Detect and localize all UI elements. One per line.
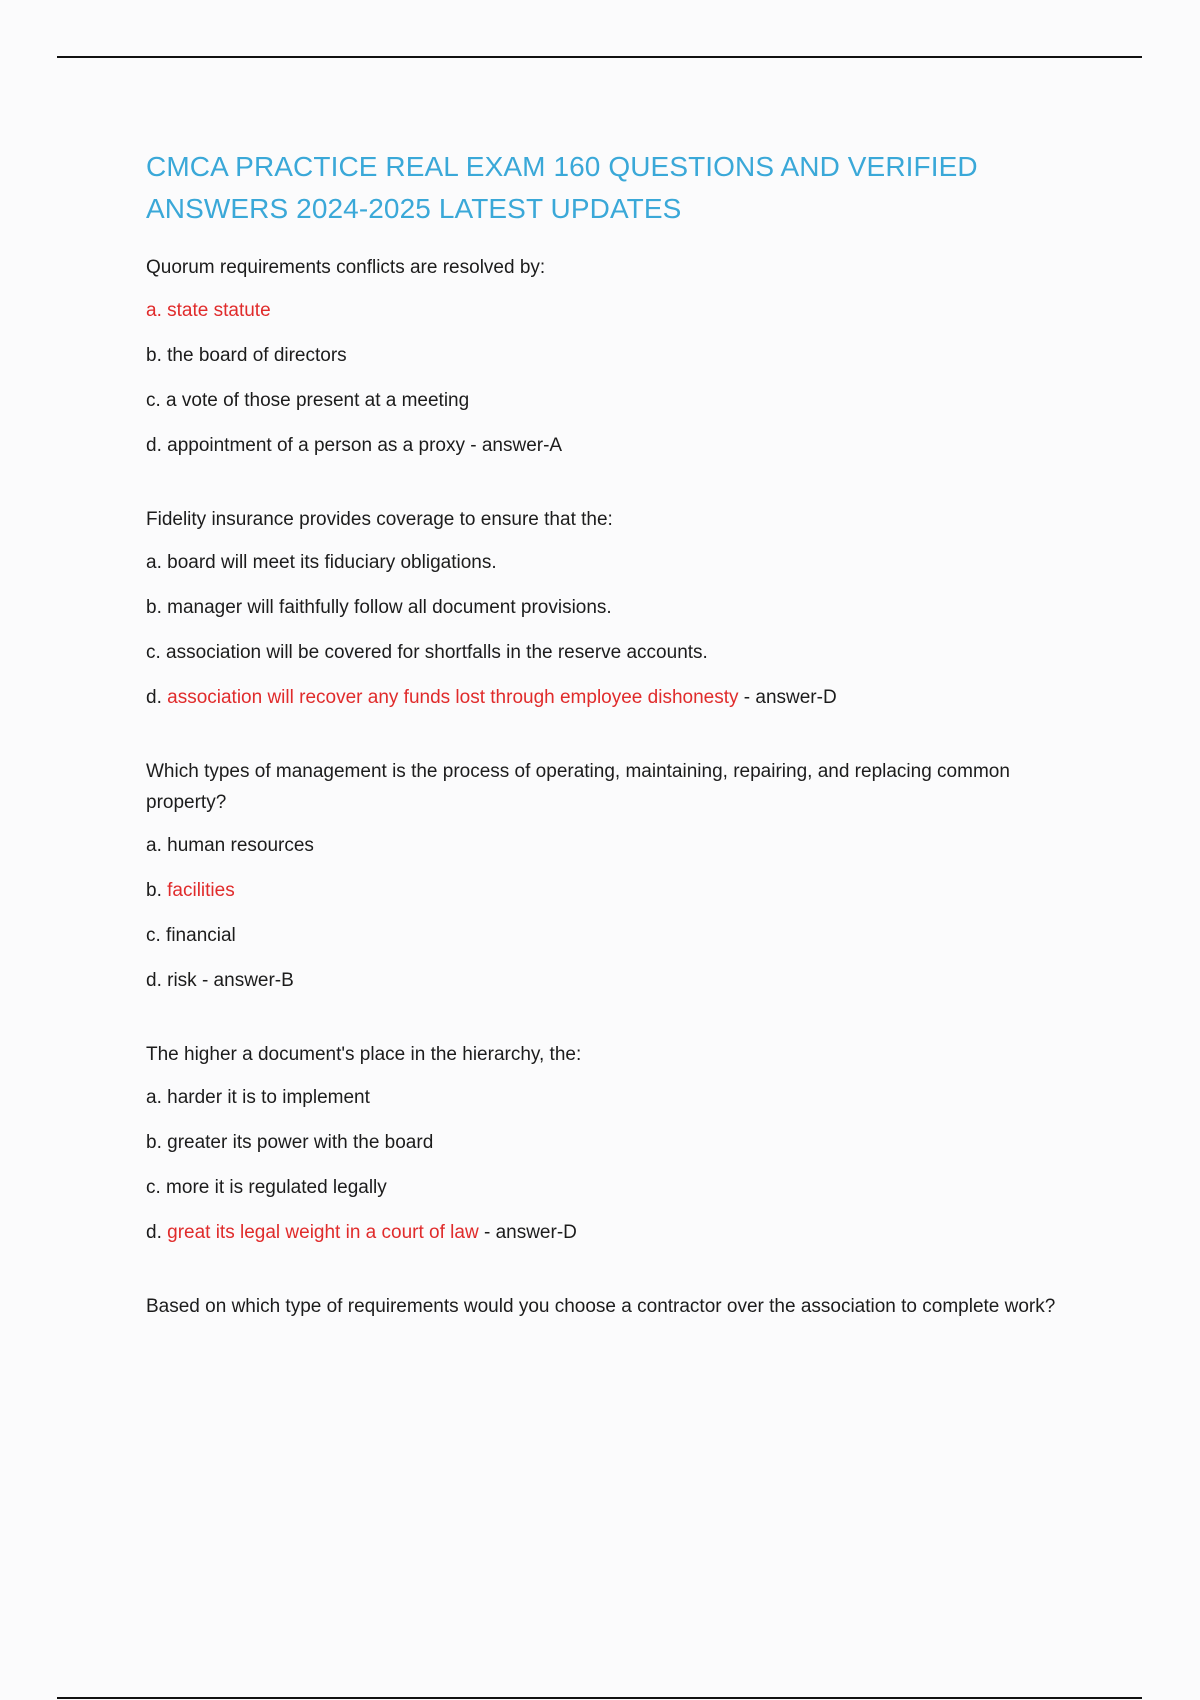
option-text: b. the board of directors (146, 345, 347, 366)
correct-answer-highlight: association will recover any funds lost through employee dishonesty (167, 687, 739, 708)
option-text: a. human resources (146, 835, 314, 856)
answer-option (146, 640, 1091, 666)
document-body (146, 146, 1091, 1367)
option-text: d. appointment of a person as a proxy - answer-A (146, 435, 563, 456)
option-text: c. financial (146, 925, 236, 946)
answer-option (146, 968, 1091, 994)
answer-option (146, 550, 1091, 576)
correct-answer-highlight: facilities (167, 880, 235, 901)
answer-option (146, 1220, 1091, 1246)
question-text: Fidelity insurance provides coverage to ensure that the: (146, 509, 613, 530)
answer-option (146, 685, 1091, 711)
top-rule (57, 56, 1142, 58)
question-text: Quorum requirements conflicts are resolved by: (146, 257, 546, 278)
answer-option (146, 343, 1091, 369)
bottom-rule (57, 1697, 1142, 1699)
option-prefix: b. (146, 880, 168, 901)
answer-key: - answer-D (738, 687, 837, 708)
answer-option (146, 298, 1091, 324)
question-text: Which types of management is the process of operating, maintaining, repairing, and replacing common property? (146, 761, 1010, 813)
document-title: CMCA PRACTICE REAL EXAM 160 QUESTIONS AND VERIFIED ANSWERS 2024-2025 LATEST UPDATES (146, 151, 978, 224)
answer-option (146, 595, 1091, 621)
option-text: a. board will meet its fiduciary obligations. (146, 552, 497, 573)
answer-option (146, 1130, 1091, 1156)
answer-option (146, 833, 1091, 859)
option-text: c. more it is regulated legally (146, 1177, 387, 1198)
correct-answer-highlight: great its legal weight in a court of law (167, 1222, 479, 1243)
option-text: d. risk - answer-B (146, 970, 294, 991)
answer-option (146, 1175, 1091, 1201)
question-block (146, 252, 1091, 459)
option-text: c. a vote of those present at a meeting (146, 390, 470, 411)
answer-option (146, 1085, 1091, 1111)
option-text: a. harder it is to implement (146, 1087, 370, 1108)
answer-option (146, 923, 1091, 949)
answer-key: - answer-D (478, 1222, 577, 1243)
question-text: Based on which type of requirements would you choose a contractor over the association to complete work? (146, 1296, 1056, 1317)
option-text: b. manager will faithfully follow all document provisions. (146, 597, 612, 618)
option-text: b. greater its power with the board (146, 1132, 434, 1153)
question-block (146, 1291, 1091, 1322)
answer-option (146, 433, 1091, 459)
answer-option (146, 388, 1091, 414)
option-text: c. association will be covered for shortfalls in the reserve accounts. (146, 642, 708, 663)
option-prefix: d. (146, 687, 168, 708)
question-block (146, 504, 1091, 711)
question-block (146, 1039, 1091, 1246)
question-text: The higher a document's place in the hierarchy, the: (146, 1044, 582, 1065)
question-block (146, 756, 1091, 994)
option-prefix: d. (146, 1222, 168, 1243)
answer-option (146, 878, 1091, 904)
option-text: a. state statute (146, 300, 271, 321)
